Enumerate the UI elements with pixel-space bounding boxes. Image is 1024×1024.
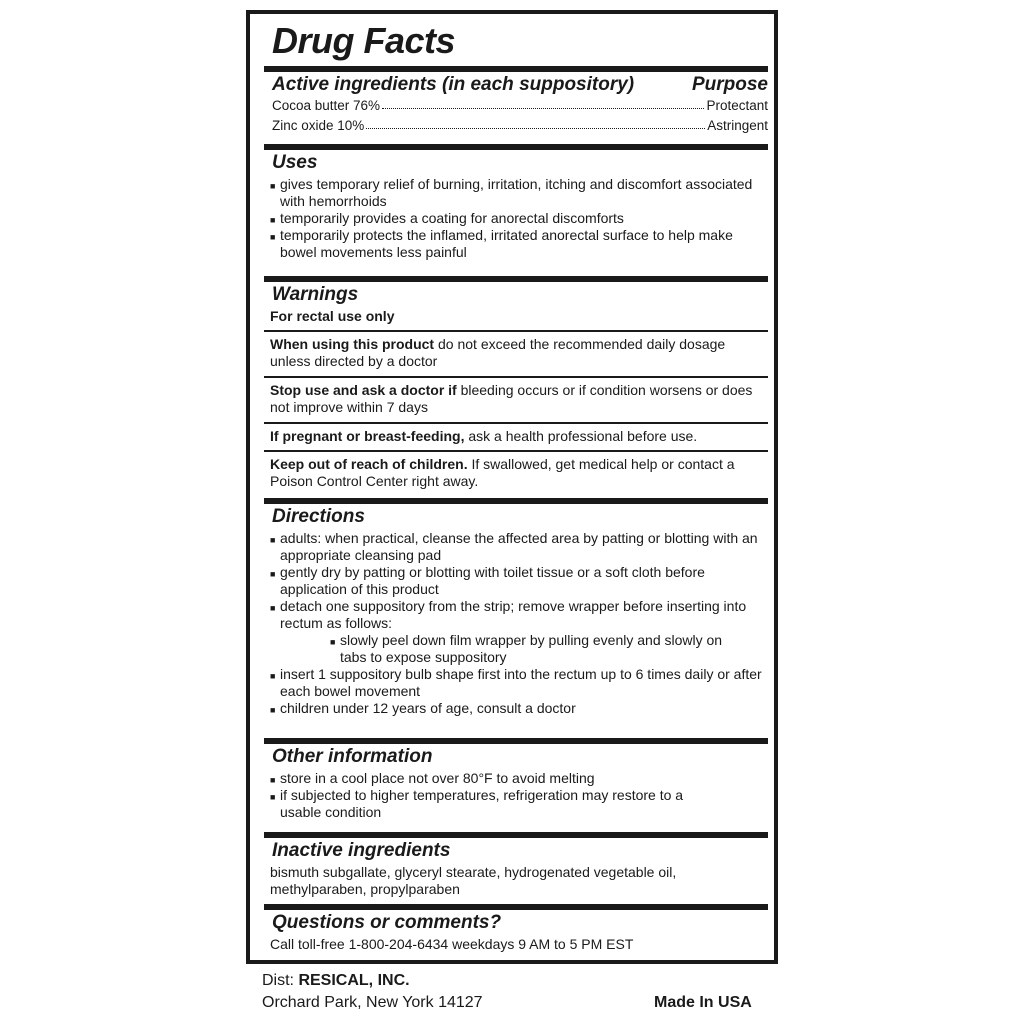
purpose-heading: Purpose [691, 74, 768, 95]
company-address: Orchard Park, New York 14127 [262, 994, 483, 1011]
list-item: ■ adults: when practical, cleanse the affected area by patting or blotting with an appropriate cleansing pad [280, 530, 766, 564]
directions-heading: Directions [272, 506, 365, 527]
divider [264, 904, 768, 910]
ingredient-purpose: Astringent [707, 118, 768, 133]
distributor-line [262, 972, 410, 990]
inactive-ingredients-text: bismuth subgallate, glyceryl stearate, hydrogenated vegetable oil, methylparaben, propylparaben [270, 864, 677, 897]
warning-text: bleeding occurs or if condition worsens or does not improve within 7 days [270, 382, 753, 415]
list-item: ■ detach one suppository from the strip; remove wrapper before inserting into rectum as follows: [280, 598, 766, 632]
list-item: ■ temporarily provides a coating for anorectal discomforts [280, 210, 766, 227]
ingredient-name: Cocoa butter 76% [272, 98, 381, 113]
leader-dots [382, 108, 704, 109]
divider [264, 66, 768, 72]
warning-text: ask a health professional before use. [464, 428, 698, 444]
ingredient-row [272, 98, 768, 113]
active-ingredients-heading: Active ingredients (in each suppository) [272, 74, 635, 95]
divider [264, 832, 768, 838]
warning-lead: When using this product [270, 336, 435, 352]
drug-facts-panel [246, 10, 778, 964]
divider [264, 276, 768, 282]
other-info-heading: Other information [272, 746, 433, 767]
divider [264, 738, 768, 744]
warning-lead: Keep out of reach of children. [270, 456, 468, 472]
list-item: ■ insert 1 suppository bulb shape first into the rectum up to 6 times daily or after each bowel movement [280, 666, 766, 700]
other-info-list [270, 770, 714, 821]
warning-text: If swallowed, get medical help or contact a Poison Control Center right away. [270, 456, 735, 489]
company-name: RESICAL, INC. [298, 972, 410, 989]
directions-list [270, 530, 766, 717]
questions-text: Call toll-free 1-800-204-6434 weekdays 9 AM to 5 PM EST [270, 936, 634, 952]
made-in-label: Made In USA [654, 994, 752, 1011]
warning-lead: If pregnant or breast-feeding, [270, 428, 465, 444]
divider [264, 330, 768, 332]
divider [264, 376, 768, 378]
list-item: ■ gives temporary relief of burning, irritation, itching and discomfort associated with hemorrhoids [280, 176, 766, 210]
list-item: ■ if subjected to higher temperatures, refrigeration may restore to a usable condition [280, 787, 714, 821]
ingredient-name: Zinc oxide 10% [272, 118, 365, 133]
warning-text: do not exceed the recommended daily dosage unless directed by a doctor [270, 336, 726, 369]
drug-facts-title: Drug Facts [272, 20, 456, 61]
dist-prefix: Dist: [262, 972, 299, 989]
ingredient-row [272, 118, 768, 133]
inactive-ingredients-heading: Inactive ingredients [272, 840, 451, 861]
sub-list-item: ■ slowly peel down film wrapper by pulling evenly and slowly on tabs to expose suppository [340, 632, 726, 666]
children-warning [270, 456, 766, 490]
divider [264, 144, 768, 150]
questions-heading: Questions or comments? [272, 912, 502, 933]
uses-heading: Uses [272, 152, 318, 173]
ingredient-purpose: Protectant [706, 98, 768, 113]
divider [264, 498, 768, 504]
uses-list [270, 176, 766, 261]
rectal-use-warning: For rectal use only [270, 308, 395, 324]
warnings-heading: Warnings [272, 284, 359, 305]
stop-use-warning [270, 382, 766, 416]
when-using-warning [270, 336, 766, 370]
divider [264, 450, 768, 452]
divider [264, 422, 768, 424]
list-item: ■ store in a cool place not over 80°F to avoid melting [280, 770, 714, 787]
warning-lead: Stop use and ask a doctor if [270, 382, 457, 398]
leader-dots [366, 128, 705, 129]
pregnancy-warning [270, 428, 766, 445]
list-item: ■ gently dry by patting or blotting with toilet tissue or a soft cloth before application of this product [280, 564, 766, 598]
list-item: ■ temporarily protects the inflamed, irritated anorectal surface to help make bowel movements less painful [280, 227, 766, 261]
list-item: ■ children under 12 years of age, consult a doctor [280, 700, 766, 717]
